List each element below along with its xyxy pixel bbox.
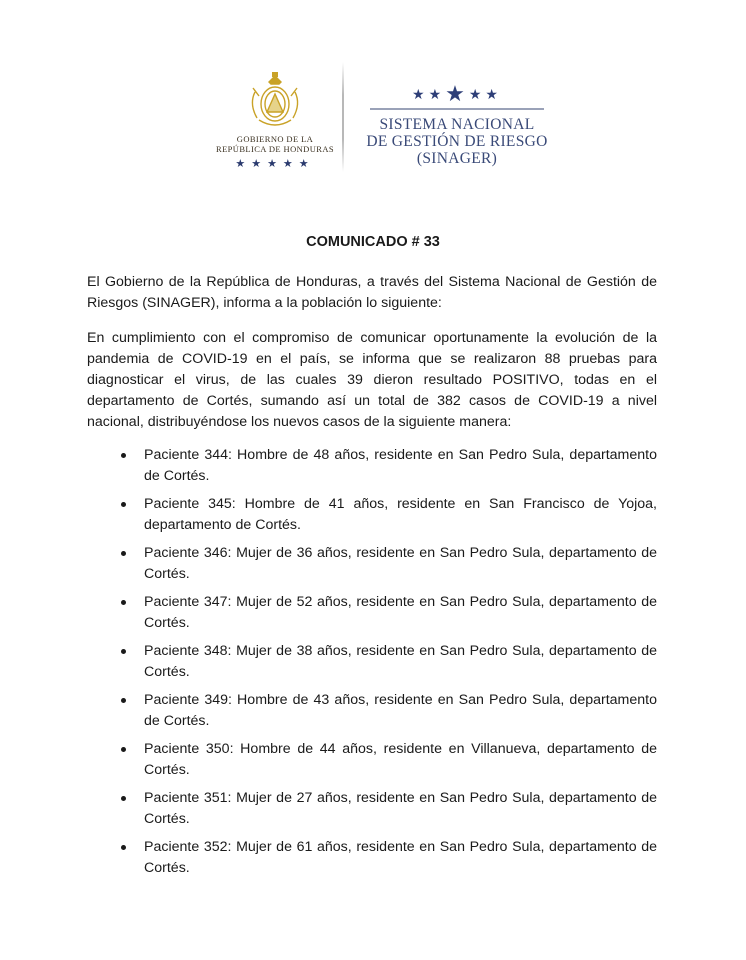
sinager-line3: (SINAGER): [416, 150, 498, 167]
gov-name-line2: REPÚBLICA DE HONDURAS: [216, 144, 334, 154]
document-body: [87, 272, 657, 886]
government-logo: [205, 70, 345, 170]
sinager-line2: DE GESTIÓN DE RIESGO: [366, 133, 548, 150]
gov-name-line1: GOBIERNO DE LA: [236, 134, 314, 144]
list-item: Paciente 349: Hombre de 43 años, residente en San Pedro Sula, departamento de Cortés.: [87, 690, 657, 732]
header-divider: [342, 62, 344, 172]
sinager-rule: [370, 108, 544, 110]
sinager-logo: [362, 82, 552, 167]
list-item: Paciente 346: Mujer de 36 años, residente en San Pedro Sula, departamento de Cortés.: [87, 543, 657, 585]
letterhead: [0, 0, 746, 200]
document-title: COMUNICADO # 33: [306, 234, 440, 250]
case-list: [87, 445, 657, 879]
five-stars-icon: ★★★★★: [235, 158, 315, 170]
list-item: Paciente 345: Hombre de 41 años, residente en San Francisco de Yojoa, departamento de Cortés.: [87, 494, 657, 536]
sinager-stars-icon: ★★★★★: [412, 81, 502, 106]
list-item: Paciente 352: Mujer de 61 años, residente en San Pedro Sula, departamento de Cortés.: [87, 837, 657, 879]
list-item: Paciente 347: Mujer de 52 años, residente en San Pedro Sula, departamento de Cortés.: [87, 592, 657, 634]
coat-of-arms-icon: [245, 70, 305, 132]
sinager-line1: SISTEMA NACIONAL: [379, 116, 535, 133]
summary-paragraph: En cumplimiento con el compromiso de comunicar oportunamente la evolución de la pandemia de COVID-19 en el país, se informa que se realizaron 88 pruebas para diagnosticar el virus, de las cuales 39 dieron resultado POSITIVO, todas en el departamento de Cortés, sumando así un total de 382 casos de COVID-19 a nivel nacional, distribuyéndose los nuevos casos de la siguiente manera:: [87, 330, 657, 430]
list-item: Paciente 350: Hombre de 44 años, residente en Villanueva, departamento de Cortés.: [87, 739, 657, 781]
list-item: Paciente 344: Hombre de 48 años, residente en San Pedro Sula, departamento de Cortés.: [87, 445, 657, 487]
list-item: Paciente 348: Mujer de 38 años, residente en San Pedro Sula, departamento de Cortés.: [87, 641, 657, 683]
intro-paragraph: El Gobierno de la República de Honduras, a través del Sistema Nacional de Gestión de Riesgos (SINAGER), informa a la población lo siguiente:: [87, 274, 657, 311]
list-item: Paciente 351: Mujer de 27 años, residente en San Pedro Sula, departamento de Cortés.: [87, 788, 657, 830]
